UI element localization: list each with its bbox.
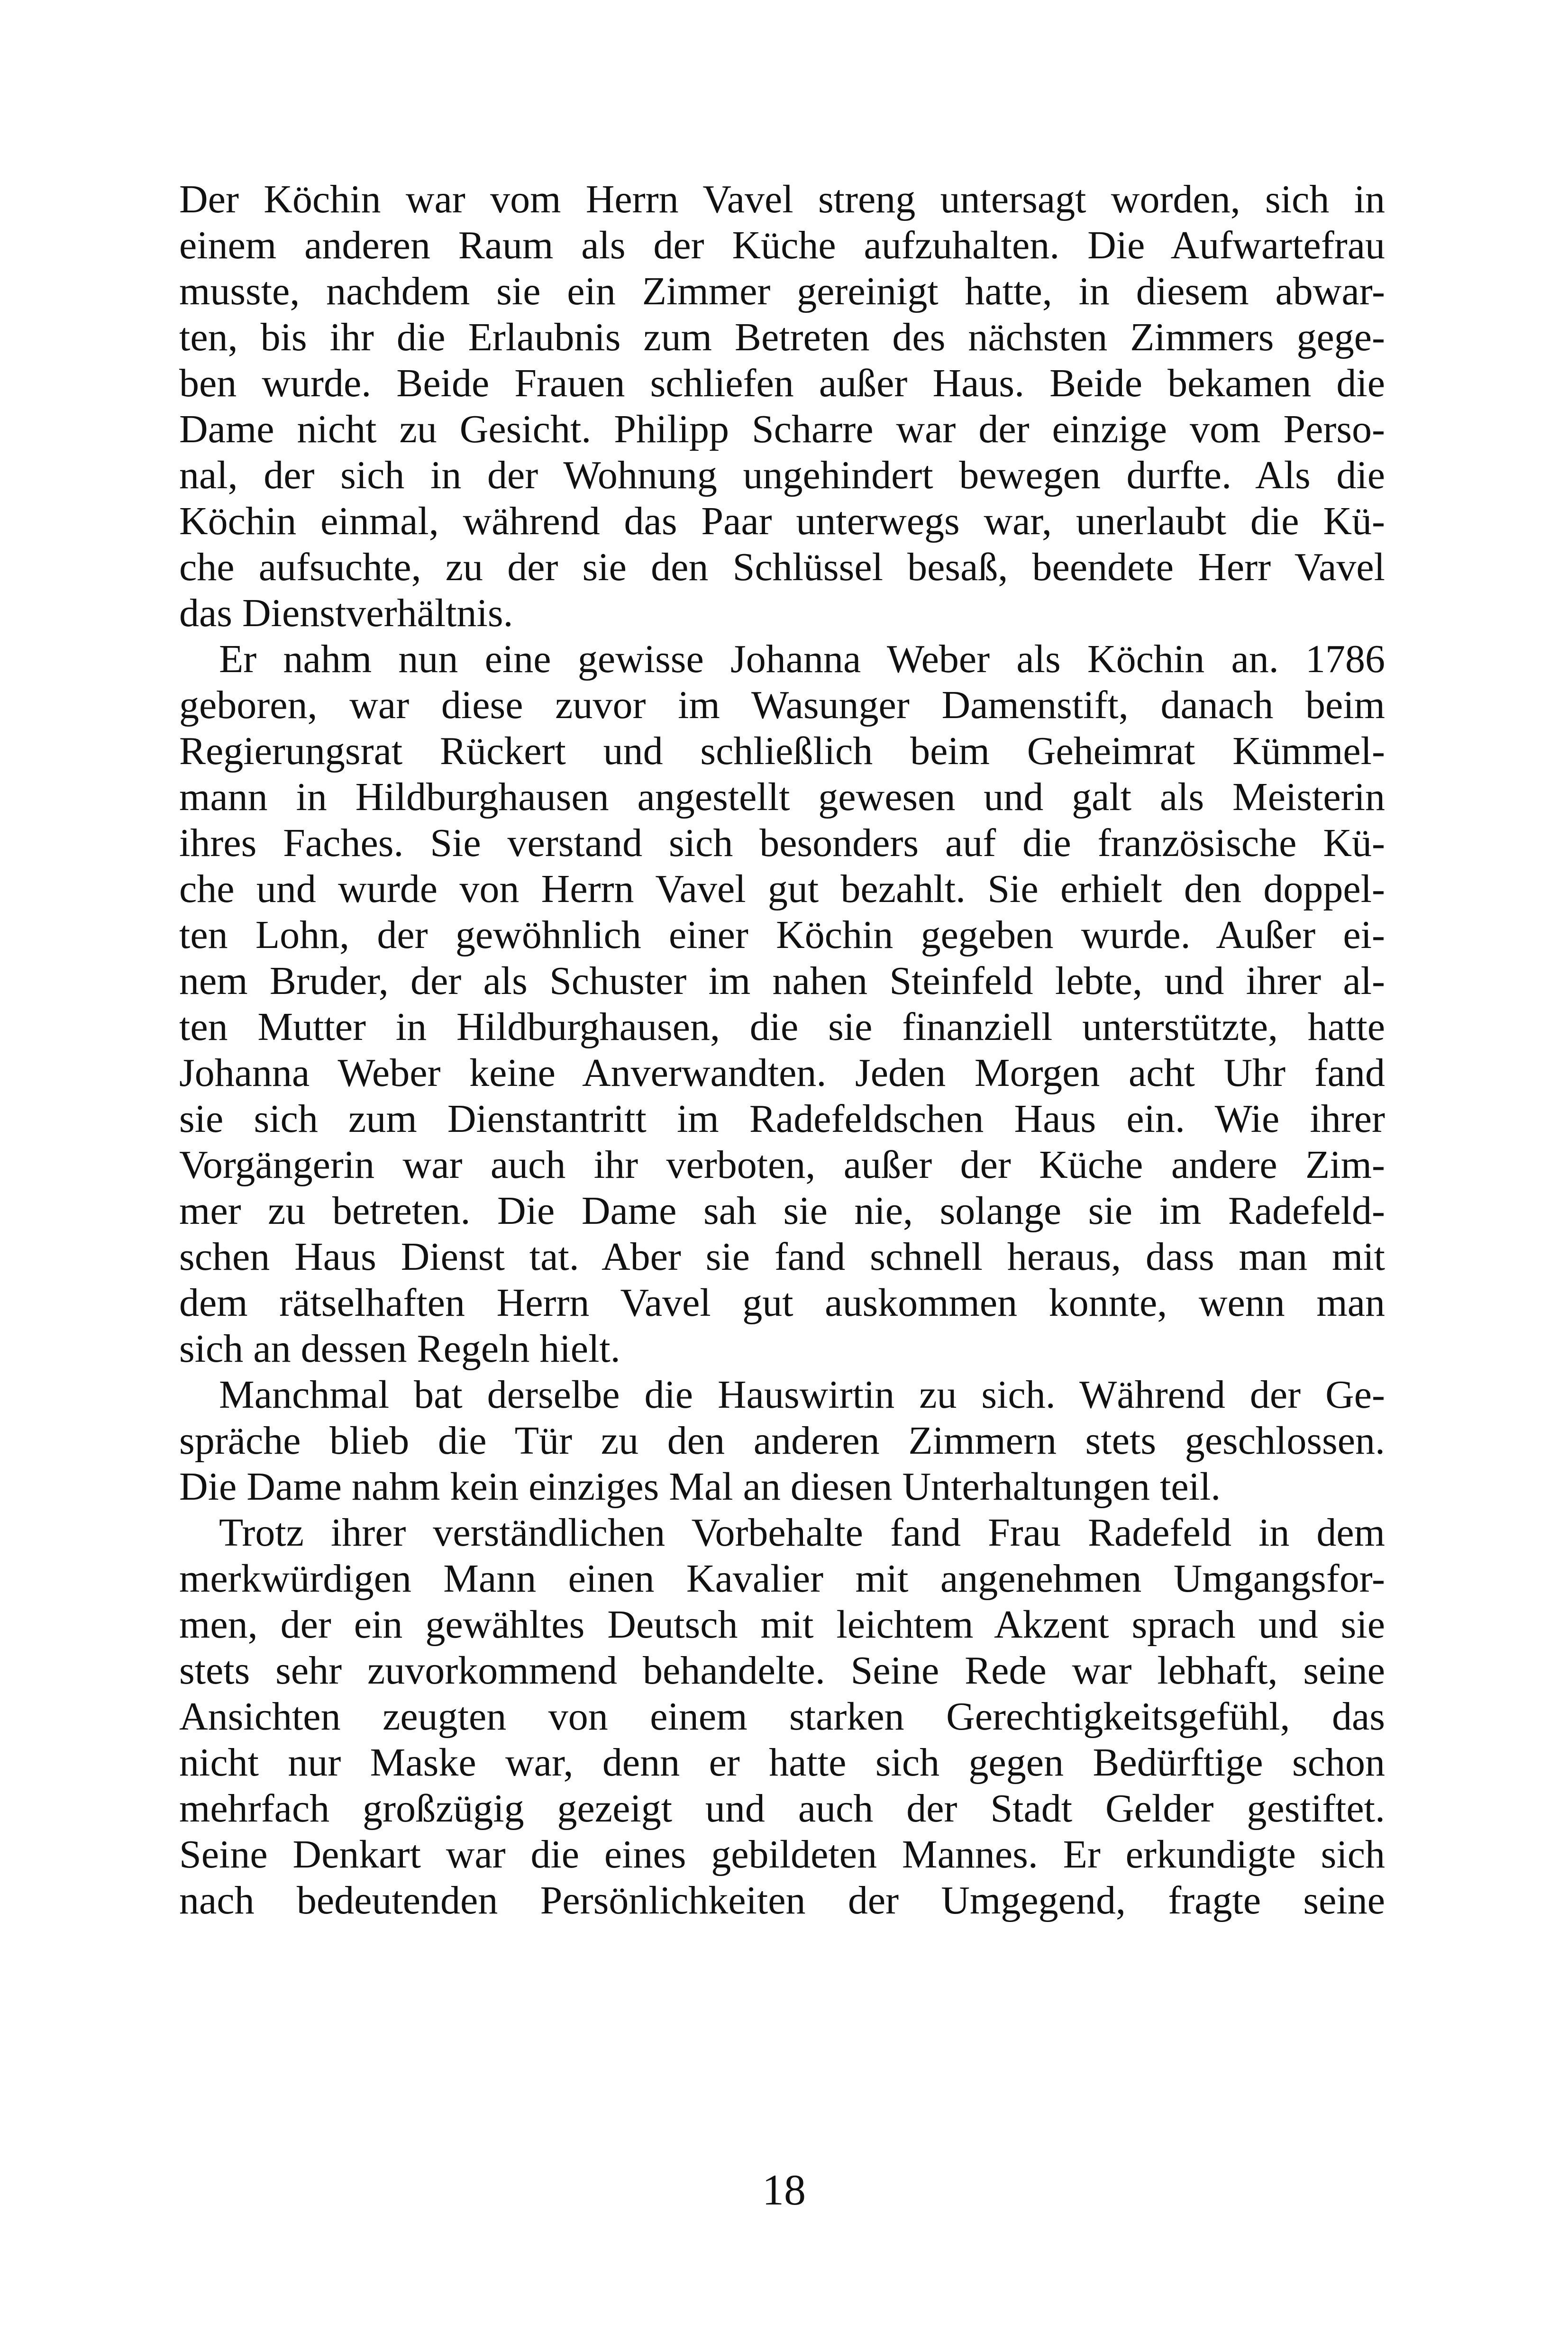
- text-line: spräche blieb die Tür zu den anderen Zimmern stets geschlossen.: [179, 1419, 1385, 1463]
- text-line: geboren, war diese zuvor im Wasunger Damenstift, danach beim: [179, 683, 1385, 727]
- text-line: Köchin einmal, während das Paar unterwegs war, unerlaubt die Kü-: [179, 499, 1385, 543]
- text-line: nal, der sich in der Wohnung ungehindert bewegen durfte. Als die: [179, 453, 1385, 497]
- text-line: Er nahm nun eine gewisse Johanna Weber als Köchin an. 1786: [219, 637, 1385, 681]
- text-line: mehrfach großzügig gezeigt und auch der Stadt Gelder gestiftet.: [179, 1786, 1385, 1831]
- text-line: Manchmal bat derselbe die Hauswirtin zu sich. Während der Ge-: [219, 1373, 1385, 1417]
- text-line: mann in Hildburghausen angestellt gewesen und galt als Meisterin: [179, 775, 1385, 819]
- text-line: Ansichten zeugten von einem starken Gerechtigkeitsgefühl, das: [179, 1694, 1385, 1739]
- text-line: sie sich zum Dienstantritt im Radefeldschen Haus ein. Wie ihrer: [179, 1097, 1385, 1141]
- text-line: schen Haus Dienst tat. Aber sie fand schnell heraus, dass man mit: [179, 1235, 1385, 1279]
- text-line: nach bedeutenden Persönlichkeiten der Umgegend, fragte seine: [179, 1878, 1385, 1922]
- text-line: dem rätselhaften Herrn Vavel gut auskommen konnte, wenn man: [179, 1281, 1385, 1325]
- body-text: [179, 176, 1385, 1923]
- text-line: einem anderen Raum als der Küche aufzuhalten. Die Aufwartefrau: [179, 223, 1385, 267]
- text-line: sich an dessen Regeln hielt.: [179, 1327, 620, 1371]
- text-line: ihres Faches. Sie verstand sich besonders auf die französische Kü-: [179, 821, 1385, 865]
- text-line: musste, nachdem sie ein Zimmer gereinigt hatte, in diesem abwar-: [179, 269, 1385, 313]
- text-line: stets sehr zuvorkommend behandelte. Seine Rede war lebhaft, seine: [179, 1649, 1385, 1693]
- text-line: ben wurde. Beide Frauen schliefen außer Haus. Beide bekamen die: [179, 361, 1385, 405]
- text-line: che und wurde von Herrn Vavel gut bezahlt. Sie erhielt den doppel-: [179, 867, 1385, 911]
- text-line: mer zu betreten. Die Dame sah sie nie, solange sie im Radefeld-: [179, 1189, 1385, 1233]
- text-line: ten, bis ihr die Erlaubnis zum Betreten des nächsten Zimmers gege-: [179, 315, 1385, 359]
- text-line: ten Lohn, der gewöhnlich einer Köchin gegeben wurde. Außer ei-: [179, 913, 1385, 957]
- text-line: Johanna Weber keine Anverwandten. Jeden Morgen acht Uhr fand: [179, 1051, 1385, 1095]
- text-line: che aufsuchte, zu der sie den Schlüssel besaß, beendete Herr Vavel: [179, 545, 1385, 589]
- text-line: Dame nicht zu Gesicht. Philipp Scharre war der einzige vom Perso-: [179, 407, 1385, 451]
- text-line: Trotz ihrer verständlichen Vorbehalte fand Frau Radefeld in dem: [219, 1511, 1385, 1555]
- text-line: Die Dame nahm kein einziges Mal an diesen Unterhaltungen teil.: [179, 1465, 1221, 1509]
- page-number: 18: [762, 2166, 806, 2214]
- text-line: merkwürdigen Mann einen Kavalier mit angenehmen Umgangsfor-: [179, 1557, 1385, 1601]
- text-line: men, der ein gewähltes Deutsch mit leichtem Akzent sprach und sie: [179, 1603, 1385, 1647]
- text-line: Der Köchin war vom Herrn Vavel streng untersagt worden, sich in: [179, 177, 1385, 221]
- text-line: nicht nur Maske war, denn er hatte sich gegen Bedürftige schon: [179, 1740, 1385, 1785]
- text-line: das Dienstverhältnis.: [179, 591, 513, 635]
- text-line: Regierungsrat Rückert und schließlich beim Geheimrat Kümmel-: [179, 729, 1385, 773]
- text-line: nem Bruder, der als Schuster im nahen Steinfeld lebte, und ihrer al-: [179, 959, 1385, 1003]
- text-line: Seine Denkart war die eines gebildeten Mannes. Er erkundigte sich: [179, 1832, 1385, 1876]
- text-line: ten Mutter in Hildburghausen, die sie finanziell unterstützte, hatte: [179, 1005, 1385, 1049]
- text-line: Vorgängerin war auch ihr verboten, außer der Küche andere Zim-: [179, 1143, 1385, 1187]
